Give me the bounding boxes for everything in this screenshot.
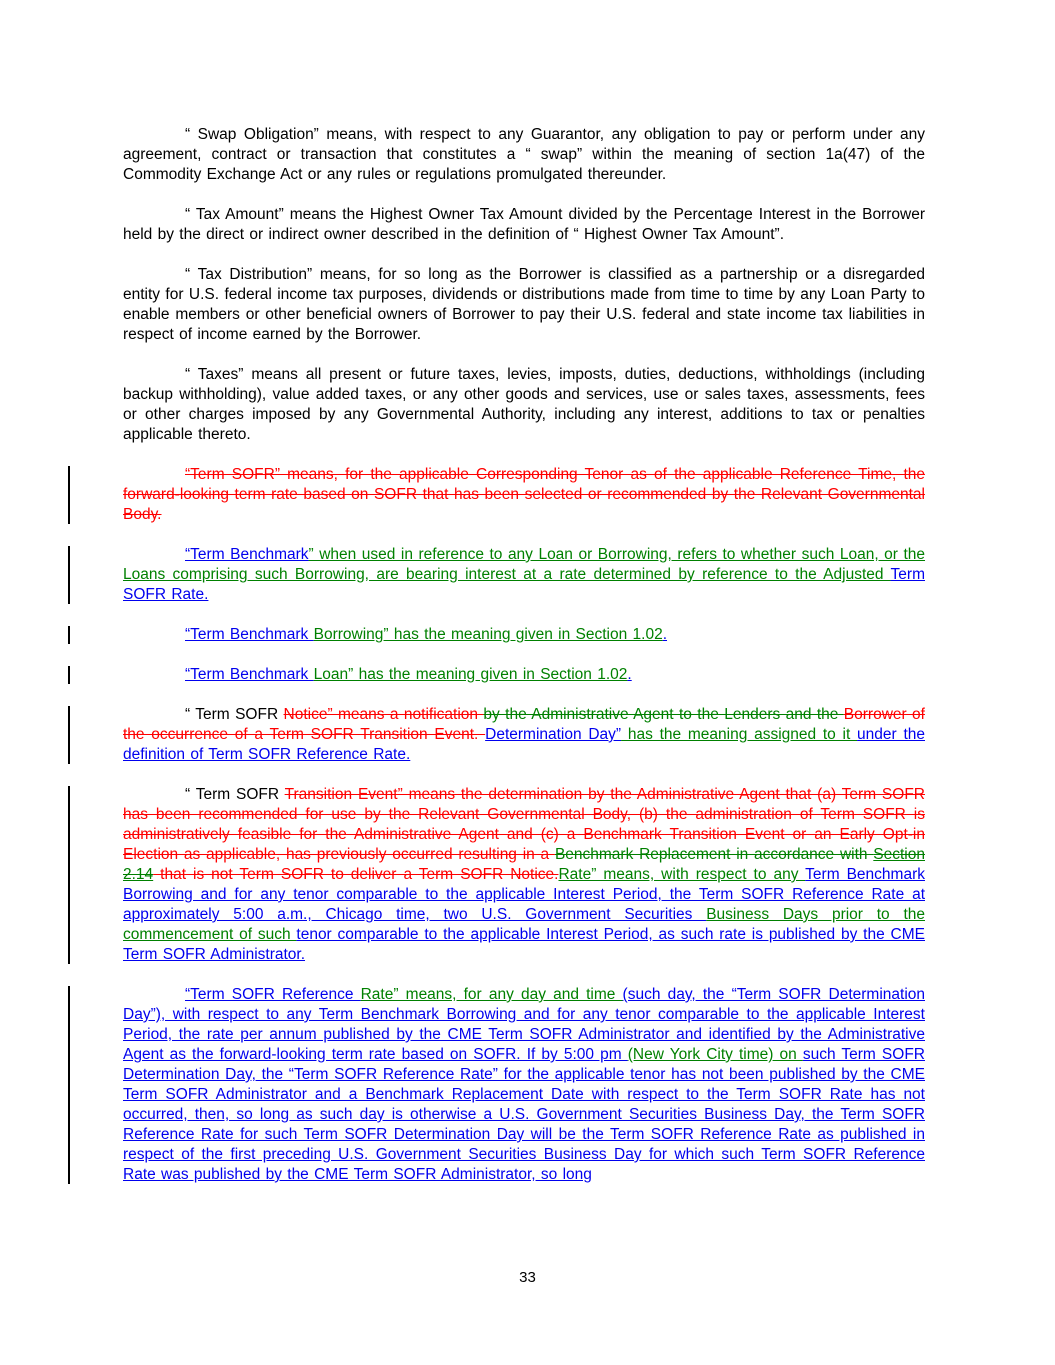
text-run-ins-green: Rate” means, for any day and time <box>360 986 623 1003</box>
text-run-ins-blue: “Term Benchmark <box>185 626 314 643</box>
definition-paragraph-changed <box>123 465 925 525</box>
text-run-ins-green: Business Days prior to the commencement of such <box>123 906 925 943</box>
text-run-ins-green: (New York City time) on <box>627 1046 803 1063</box>
text-run-ins-green: Loan” has the meaning given in Section 1.02 <box>313 666 628 683</box>
text-run-ins-blue: “Term SOFR Reference <box>185 986 361 1003</box>
definition-paragraph-changed <box>123 625 925 645</box>
text-run-ins-blue: “Term Benchmark <box>185 666 314 683</box>
change-bar <box>68 786 70 964</box>
text-run-ins-green: Borrowing” has the meaning given in Section 1.02 <box>313 626 663 643</box>
definition-paragraph-changed <box>123 785 925 965</box>
page-number: 33 <box>519 1269 536 1286</box>
text-run-del-green-underline: Section 2.14 <box>123 846 925 883</box>
definition-paragraph-changed <box>123 665 925 685</box>
text-run-plain: “ Tax Distribution” means, for so long as the Borrower is classified as a partnership or a disregarded entity for U.S. federal income tax purposes, dividends or distributions made from time to time by any Loan Party to enable members or other beneficial owners of Borrower to pay their U.S. federal and state income tax liabilities in respect of income earned by the Borrower. <box>123 266 925 343</box>
change-bar <box>68 546 70 604</box>
text-run-del-green: Benchmark Replacement in accordance with <box>554 846 874 863</box>
text-run-ins-blue: Determination Day” <box>485 726 622 743</box>
text-run-ins-blue: “Term Benchmark <box>185 546 309 563</box>
text-run-plain: “ Term SOFR <box>185 706 284 723</box>
text-run-ins-blue: Term SOFR Rate. <box>123 566 925 603</box>
change-bar <box>68 986 70 1184</box>
text-run-ins-green: has the meaning assigned to it <box>621 726 858 743</box>
document-body <box>123 125 925 1205</box>
text-run-ins-blue: tenor comparable to the applicable Interest Period, as such rate is published by the CME Term SOFR Administrator. <box>123 926 925 963</box>
text-run-plain: “ Term SOFR <box>185 786 285 803</box>
text-run-ins-blue: such Term SOFR Determination Day, the “Term SOFR Reference Rate” for the applicable tenor has not been published by the CME Term SOFR Administrator and a Benchmark Replacement Date with respect to the Term SOFR Rate has not occurred, then, so long as such day is otherwise a U.S. Government Securities Business Day, the Term SOFR Reference Rate for such Term SOFR Determination Day will be the Term SOFR Reference Rate as published in respect of the first preceding U.S. Government Securities Business Day for which such Term SOFR Reference Rate was published by the CME Term SOFR Administrator, so long <box>123 1046 925 1183</box>
text-run-del-red: Borrower of the occurrence of a Term SOFR Transition Event. <box>123 706 925 743</box>
text-run-ins-blue: Term Benchmark Borrowing and for any tenor comparable to the applicable Interest Period, the Term SOFR Reference Rate at approximately 5:00 a.m., Chicago time, two U.S. Government Securities <box>123 866 925 923</box>
text-run-plain: “ Swap Obligation” means, with respect to any Guarantor, any obligation to pay or perform under any agreement, contract or transaction that constitutes a “ swap” within the meaning of section 1a(47) of the Commodity Exchange Act or any rules or regulations promulgated thereunder. <box>123 126 925 183</box>
text-run-plain: “ Taxes” means all present or future taxes, levies, imposts, duties, deductions, withholdings (including backup withholding), value added taxes, or any other goods and services, use or sales taxes, assessments, fees or other charges imposed by any Governmental Authority, including any interest, additions to tax or penalties applicable thereto. <box>123 366 925 443</box>
text-run-del-red: Notice” means a notification <box>283 706 484 723</box>
definition-paragraph-changed <box>123 545 925 605</box>
text-run-del-red: Transition Event” means the determination by the Administrative Agent that (a) Term SOFR has been recommended for use by the Relevant Governmental Body, (b) the administration of Term SOFR is administratively feasible for the Administrative Agent and (c) a Benchmark Transition Event or an Early Opt-in Election as applicable, has previously occurred resulting in a <box>123 786 925 863</box>
text-run-plain: “ Tax Amount” means the Highest Owner Tax Amount divided by the Percentage Interest in the Borrower held by the direct or indirect owner described in the definition of “ Highest Owner Tax Amount”. <box>123 206 925 243</box>
text-run-del-red: “Term SOFR” means, for the applicable Corresponding Tenor as of the applicable Reference Time, the forward-looking term rate based on SOFR that has been selected or recommended by the Relevant Governmental Body. <box>123 466 925 523</box>
definition-paragraph <box>123 125 925 185</box>
change-bar <box>68 706 70 764</box>
text-run-ins-blue: under the definition of Term SOFR Reference Rate. <box>123 726 925 763</box>
definition-paragraph <box>123 365 925 445</box>
text-run-ins-blue: . <box>662 626 668 643</box>
text-run-ins-green: ” when used in reference to any Loan or Borrowing, refers to whether such Loan, or the Loans comprising such Borrowing, are bearing interest at a rate determined by reference to the Adjusted <box>123 546 926 583</box>
definition-paragraph-changed <box>123 705 925 765</box>
change-bar <box>68 466 70 524</box>
definition-paragraph-changed <box>123 985 925 1185</box>
text-run-ins-blue: (such day, the “Term SOFR Determination Day”), with respect to any Term Benchmark Borrowing and for any tenor comparable to the applicable Interest Period, the rate per annum published by the CME Term SOFR Administrator and identified by the Administrative Agent as the forward-looking term rate based on SOFR. If by 5:00 pm <box>123 986 925 1063</box>
change-bar <box>68 666 70 684</box>
text-run-del-green: by the Administrative Agent to the Lenders and the <box>483 706 844 723</box>
text-run-del-red: that is not Term SOFR to deliver a Term SOFR Notice. <box>153 866 559 883</box>
text-run-ins-blue: . <box>627 666 632 683</box>
text-run-ins-green: Rate” means, with respect to any <box>558 866 806 883</box>
definition-paragraph <box>123 265 925 345</box>
definition-paragraph <box>123 205 925 245</box>
change-bar <box>68 626 70 644</box>
